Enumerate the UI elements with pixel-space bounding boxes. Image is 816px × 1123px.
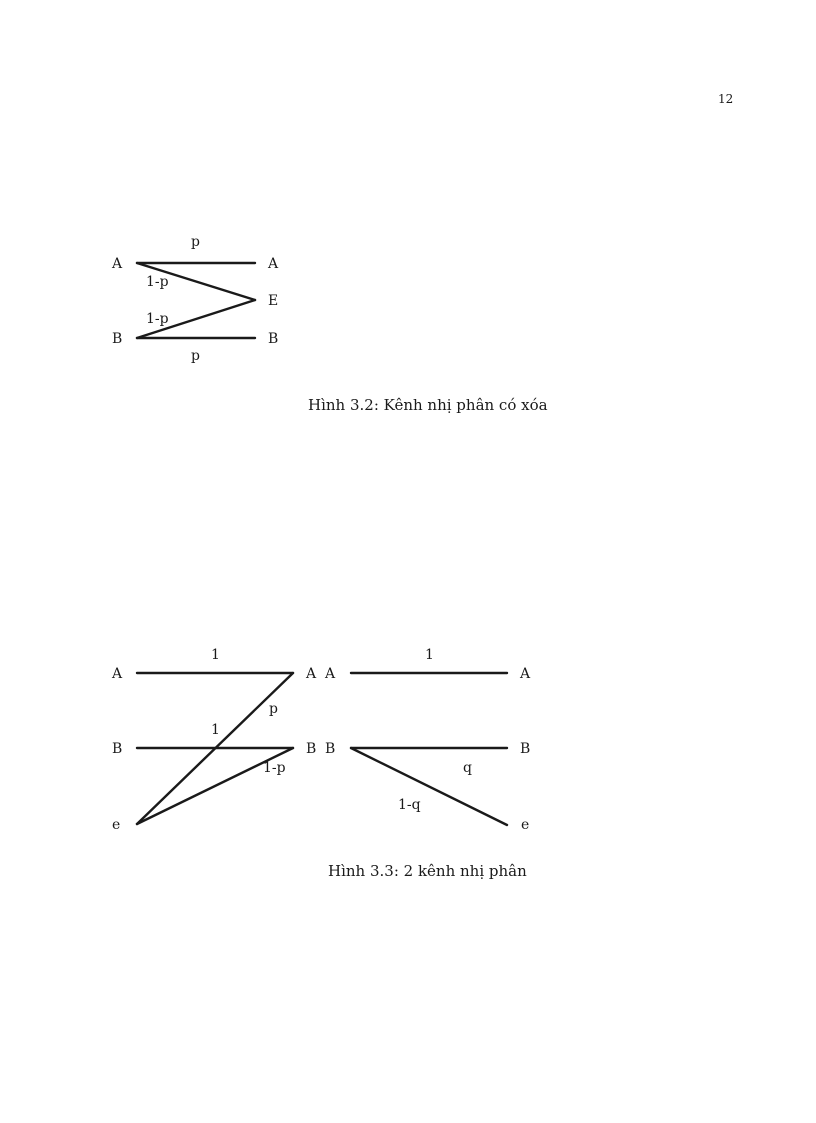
figure-caption-3-3: Hình 3.3: 2 kênh nhị phân bbox=[328, 862, 527, 880]
right-node-left-a: A bbox=[325, 666, 336, 682]
node-right-a: A bbox=[268, 256, 279, 272]
node-right-e: E bbox=[268, 293, 279, 309]
left-label-e-to-a: p bbox=[269, 701, 278, 717]
node-left-b: B bbox=[112, 331, 123, 347]
left-node-left-b: B bbox=[112, 741, 123, 757]
right-node-right-e: e bbox=[521, 817, 530, 833]
left-node-left-a: A bbox=[112, 666, 123, 682]
page-number: 12 bbox=[718, 92, 734, 106]
figure-caption-3-2: Hình 3.2: Kênh nhị phân có xóa bbox=[308, 396, 548, 414]
right-node-left-b: B bbox=[325, 741, 336, 757]
figure-right-channel bbox=[324, 647, 531, 833]
left-label-a-to-a: 1 bbox=[211, 647, 220, 663]
right-node-right-b: B bbox=[520, 741, 531, 757]
label-a-to-e: 1-p bbox=[146, 274, 169, 290]
label-a-to-a: p bbox=[191, 234, 200, 250]
node-left-a: A bbox=[112, 256, 123, 272]
right-label-b-to-e: 1-q bbox=[398, 797, 421, 813]
right-node-right-a: A bbox=[520, 666, 531, 682]
figure-left-channel bbox=[111, 647, 317, 833]
label-b-to-e: 1-p bbox=[146, 311, 169, 327]
label-b-to-b: p bbox=[191, 348, 200, 364]
left-node-right-b: B bbox=[306, 741, 317, 757]
left-label-b-to-b: 1 bbox=[211, 722, 220, 738]
left-node-left-e: e bbox=[112, 817, 121, 833]
edge-right-b-to-e bbox=[351, 748, 507, 825]
node-right-b: B bbox=[268, 331, 279, 347]
left-node-right-a: A bbox=[306, 666, 317, 682]
left-label-e-to-b: 1-p bbox=[263, 760, 286, 776]
figure-erasure-channel bbox=[111, 234, 279, 364]
right-label-b-to-b: q bbox=[463, 760, 472, 776]
right-label-a-to-a: 1 bbox=[425, 647, 434, 663]
